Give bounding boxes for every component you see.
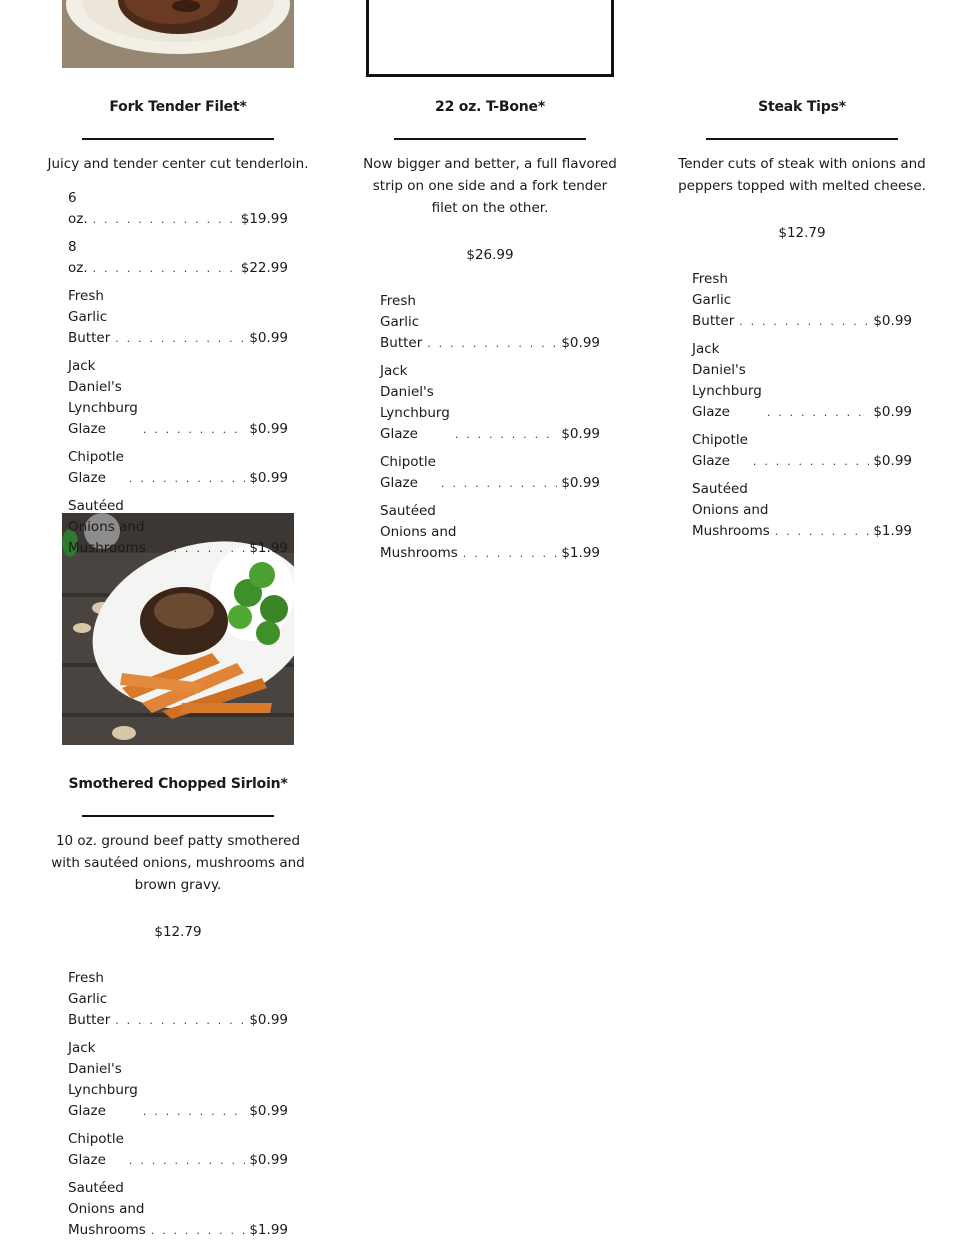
menu-card-t-bone: [354, 97, 626, 571]
option-name: Fresh Garlic Butter: [68, 970, 111, 1028]
option-price: $0.99: [873, 453, 912, 469]
option-name: Chipotle Glaze: [68, 449, 124, 486]
option-row: [68, 286, 288, 349]
option-row: [68, 968, 288, 1031]
title-divider: [82, 138, 274, 140]
leader-dots: [463, 543, 558, 564]
option-price: $0.99: [561, 335, 600, 351]
option-price: $0.99: [561, 475, 600, 491]
options-list: [692, 269, 912, 542]
card-title[interactable]: Smothered Chopped Sirloin*: [68, 776, 288, 792]
option-row: [68, 237, 288, 279]
option-name: Chipotle Glaze: [380, 454, 436, 491]
option-price: $0.99: [249, 470, 288, 486]
card-price: $26.99: [466, 247, 514, 263]
leader-dots: [93, 209, 237, 230]
option-row: [68, 447, 288, 489]
leader-dots: [441, 473, 557, 494]
option-row: [68, 188, 288, 230]
option-name: Sautéed Onions and Mushrooms: [68, 498, 146, 556]
option-row: [68, 1038, 288, 1122]
card-title[interactable]: Steak Tips*: [758, 99, 846, 115]
leader-dots: [753, 451, 869, 472]
menu-card-smothered-chopped-sirloin: [42, 774, 314, 1248]
leader-dots: [115, 328, 245, 349]
option-price: $0.99: [249, 1012, 288, 1028]
title-divider: [394, 138, 586, 140]
card-title[interactable]: Fork Tender Filet*: [109, 99, 247, 115]
option-price: $0.99: [249, 1103, 288, 1119]
menu-card-steak-tips: [666, 97, 938, 549]
option-name: 6 oz.: [68, 190, 88, 227]
option-price: $0.99: [561, 426, 600, 442]
leader-dots: [93, 258, 237, 279]
leader-dots: [151, 538, 246, 559]
option-price: $1.99: [873, 523, 912, 539]
card-description: Now bigger and better, a full flavored strip on one side and a fork tender filet on the other.: [363, 156, 617, 216]
option-price: $1.99: [249, 540, 288, 556]
tbone-photo[interactable]: [366, 0, 614, 77]
option-row: [380, 361, 600, 445]
option-row: [68, 1129, 288, 1171]
card-title[interactable]: 22 oz. T-Bone*: [435, 99, 545, 115]
option-name: Chipotle Glaze: [68, 1131, 124, 1168]
card-description: 10 oz. ground beef patty smothered with sautéed onions, mushrooms and brown gravy.: [51, 833, 305, 893]
option-price: $19.99: [240, 211, 288, 227]
leader-dots: [143, 1101, 246, 1122]
option-row: [692, 430, 912, 472]
card-price: $12.79: [154, 924, 202, 940]
leader-dots: [767, 402, 870, 423]
card-description: Tender cuts of steak with onions and peppers topped with melted cheese.: [678, 156, 926, 194]
option-name: Jack Daniel's Lynchburg Glaze: [68, 1040, 138, 1119]
option-name: Jack Daniel's Lynchburg Glaze: [692, 341, 762, 420]
leader-dots: [129, 468, 245, 489]
option-name: Sautéed Onions and Mushrooms: [692, 481, 770, 539]
card-description: Juicy and tender center cut tenderloin.: [47, 156, 309, 172]
option-row: [380, 452, 600, 494]
option-row: [68, 496, 288, 559]
option-name: Fresh Garlic Butter: [692, 271, 735, 329]
option-row: [380, 501, 600, 564]
option-price: $0.99: [249, 330, 288, 346]
options-list: [380, 291, 600, 564]
option-row: [692, 339, 912, 423]
leader-dots: [455, 424, 558, 445]
option-price: $0.99: [873, 313, 912, 329]
leader-dots: [115, 1010, 245, 1031]
filet-photo[interactable]: [62, 0, 294, 68]
option-name: Jack Daniel's Lynchburg Glaze: [68, 358, 138, 437]
leader-dots: [151, 1220, 246, 1241]
option-row: [692, 479, 912, 542]
option-row: [692, 269, 912, 332]
option-name: Fresh Garlic Butter: [380, 293, 423, 351]
options-list: [68, 968, 288, 1241]
option-price: $1.99: [249, 1222, 288, 1238]
leader-dots: [739, 311, 869, 332]
option-row: [68, 356, 288, 440]
leader-dots: [129, 1150, 245, 1171]
options-list: [68, 188, 288, 559]
title-divider: [706, 138, 898, 140]
option-name: Jack Daniel's Lynchburg Glaze: [380, 363, 450, 442]
option-price: $22.99: [240, 260, 288, 276]
title-divider: [82, 815, 274, 817]
option-name: Sautéed Onions and Mushrooms: [380, 503, 458, 561]
leader-dots: [427, 333, 557, 354]
option-row: [68, 1178, 288, 1241]
option-row: [380, 291, 600, 354]
card-price: $12.79: [778, 225, 826, 241]
option-price: $0.99: [873, 404, 912, 420]
menu-card-fork-tender-filet: [42, 97, 314, 566]
option-price: $0.99: [249, 421, 288, 437]
leader-dots: [775, 521, 870, 542]
option-name: Chipotle Glaze: [692, 432, 748, 469]
option-price: $1.99: [561, 545, 600, 561]
option-name: Sautéed Onions and Mushrooms: [68, 1180, 146, 1238]
option-name: Fresh Garlic Butter: [68, 288, 111, 346]
leader-dots: [143, 419, 246, 440]
option-price: $0.99: [249, 1152, 288, 1168]
option-name: 8 oz.: [68, 239, 88, 276]
